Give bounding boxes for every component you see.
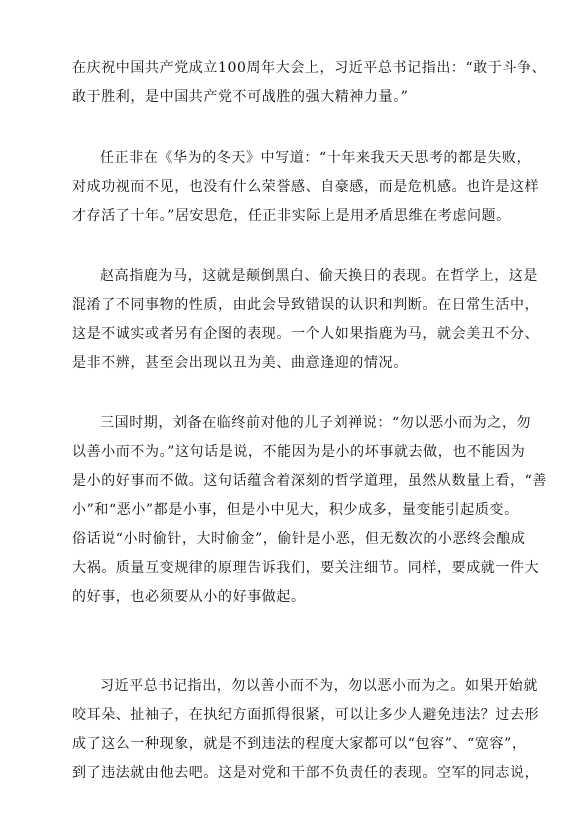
paragraph-4-line-2: 以善小而不为。”这句话是说，不能因为是小的坏事就去做，也不能因为 [72, 444, 526, 460]
paragraph-2-line-1: 任正非在《华为的冬天》中写道：“十年来我天天思考的都是失败， [100, 150, 532, 166]
paragraph-3-line-1: 赵高指鹿为马，这就是颠倒黑白、偷天换日的表现。在哲学上，这是 [100, 268, 538, 284]
paragraph-5-line-2: 咬耳朵、扯袖子，在执纪方面抓得很紧，可以让多少人避免违法？过去形 [72, 707, 540, 723]
paragraph-5-line-3: 成了这么一种现象，就是不到违法的程度大家都可以“包容”、“宽容”， [72, 736, 527, 752]
paragraph-4-line-6: 大祸。质量互变规律的原理告诉我们，要关注细节。同样，要成就一件大 [72, 560, 540, 576]
paragraph-3-line-2: 混淆了不同事物的性质，由此会导致错误的认识和判断。在日常生活中， [72, 297, 540, 313]
paragraph-4-line-5: 俗话说“小时偷针，大时偷金”，偷针是小恶，但无数次的小恶终会酿成 [72, 531, 526, 547]
paragraph-3-line-4: 是非不辨，甚至会出现以丑为美、曲意逢迎的情况。 [72, 355, 408, 371]
paragraph-2-line-2: 对成功视而不见，也没有什么荣誉感、自豪感，而是危机感。也许是这样 [72, 179, 540, 195]
paragraph-4-line-7: 的好事，也必须要从小的好事做起。 [72, 589, 306, 605]
paragraph-3-line-3: 这是不诚实或者另有企图的表现。一个人如果指鹿为马，就会美丑不分、 [72, 326, 540, 342]
paragraph-4-line-4: 小”和“恶小”都是小事，但是小中见大，积少成多，量变能引起质变。 [72, 502, 519, 518]
paragraph-5-line-4: 到了违法就由他去吧。这是对党和干部不负责任的表现。空军的同志说， [72, 765, 540, 781]
paragraph-4-line-1: 三国时期，刘备在临终前对他的儿子刘禅说：“勿以恶小而为之，勿 [100, 415, 532, 431]
paragraph-1-line-1: 在庆祝中国共产党成立100周年大会上，习近平总书记指出：“敢于斗争、 [72, 60, 547, 76]
paragraph-4-line-3: 是小的好事而不做。这句话蕴含着深刻的哲学道理，虽然从数量上看，“善 [72, 473, 547, 489]
paragraph-2-line-3: 才存活了十年。”居安思危，任正非实际上是用矛盾思维在考虑问题。 [72, 208, 511, 224]
paragraph-1-line-2: 敢于胜利，是中国共产党不可战胜的强大精神力量。” [72, 89, 409, 105]
paragraph-5-line-1: 习近平总书记指出，勿以善小而不为，勿以恶小而为之。如果开始就 [100, 678, 538, 694]
